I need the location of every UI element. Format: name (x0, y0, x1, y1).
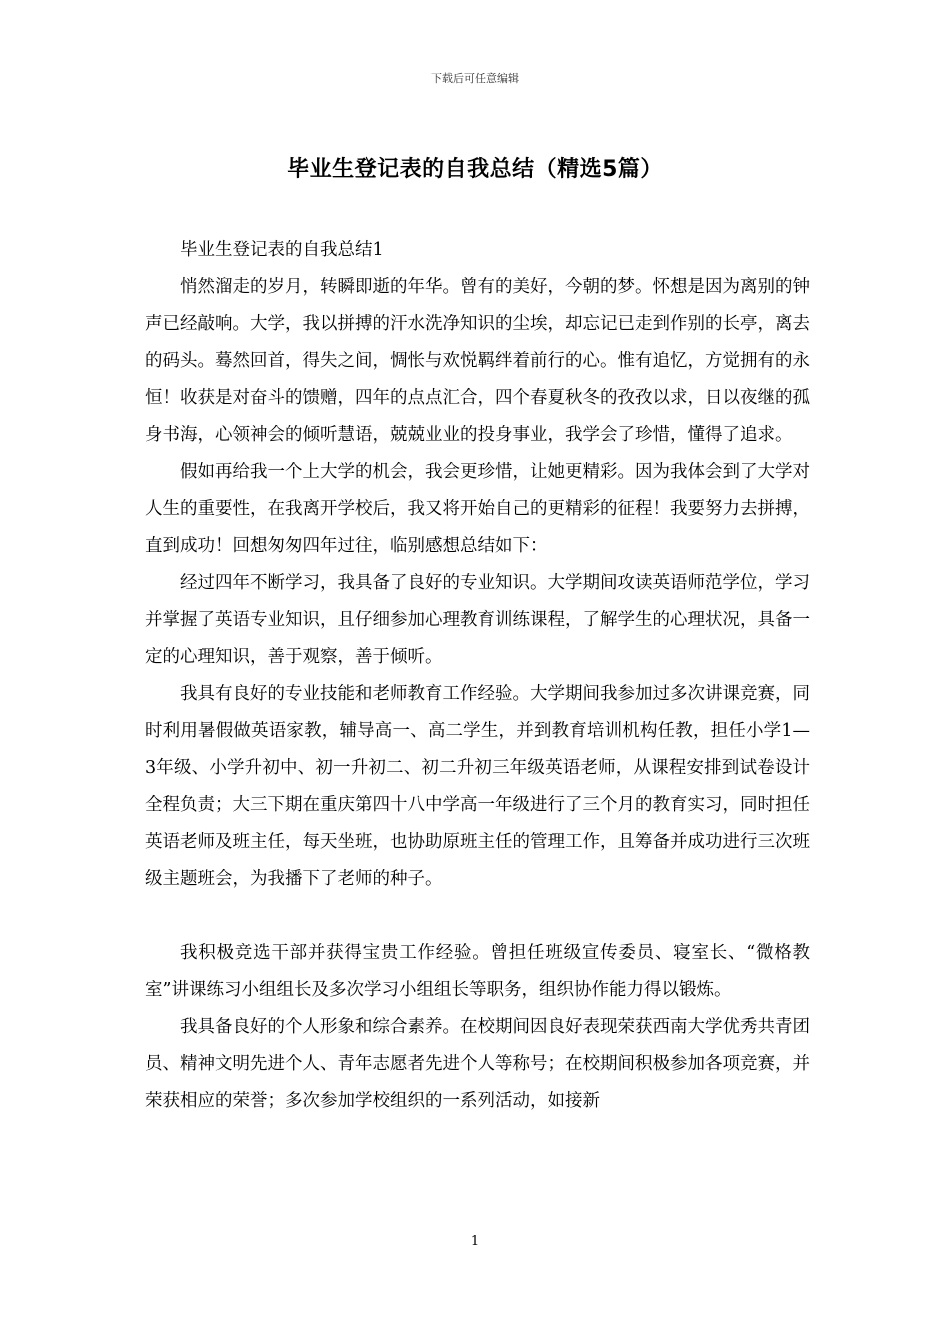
document-body (145, 232, 810, 1120)
paragraph: 我积极竞选干部并获得宝贵工作经验。曾担任班级宣传委员、寝室长、“微格教室”讲课练习小组组长及多次学习小组组长等职务，组织协作能力得以锻炼。 (145, 943, 810, 1000)
paragraph: 悄然溜走的岁月，转瞬即逝的年华。曾有的美好，今朝的梦。怀想是因为离别的钟声已经敲响。大学，我以拼搏的汗水洗净知识的尘埃，却忘记已走到作别的长亭，离去的码头。蓦然回首，得失之间，惆怅与欢悦羁绊着前行的心。惟有追忆，方觉拥有的永恒！收获是对奋斗的馈赠，四年的点点汇合，四个春夏秋冬的孜孜以求，日以夜继的孤身书海，心领神会的倾听慧语，兢兢业业的投身事业，我学会了珍惜，懂得了追求。 (145, 277, 810, 445)
document-title: 毕业生登记表的自我总结（精选5篇） (287, 157, 663, 182)
paragraph: 我具备良好的个人形象和综合素养。在校期间因良好表现荣获西南大学优秀共青团员、精神文明先进个人、青年志愿者先进个人等称号；在校期间积极参加各项竞赛，并荣获相应的荣誉；多次参加学校组织的一系列活动，如接新 (145, 1017, 810, 1111)
paragraph: 我具有良好的专业技能和老师教育工作经验。大学期间我参加过多次讲课竞赛，同时利用暑假做英语家教，辅导高一、高二学生，并到教育培训机构任教，担任小学1—3年级、小学升初中、初一升初二、初二升初三年级英语老师，从课程安排到试卷设计全程负责；大三下期在重庆第四十八中学高一年级进行了三个月的教育实习，同时担任英语老师及班主任，每天坐班，也协助原班主任的管理工作，且筹备并成功进行三次班级主题班会，为我播下了老师的种子。 (145, 684, 810, 889)
paragraph: 经过四年不断学习，我具备了良好的专业知识。大学期间攻读英语师范学位，学习并掌握了英语专业知识，且仔细参加心理教育训练课程，了解学生的心理状况，具备一定的心理知识，善于观察，善于倾听。 (145, 573, 810, 667)
page-number: 1 (470, 1234, 480, 1249)
paragraph: 假如再给我一个上大学的机会，我会更珍惜，让她更精彩。因为我体会到了大学对人生的重要性，在我离开学校后，我又将开始自己的更精彩的征程！我要努力去拼搏，直到成功！回想匆匆四年过往，临别感想总结如下： (145, 462, 810, 556)
header-note: 下载后可任意编辑 (431, 72, 519, 85)
section-heading: 毕业生登记表的自我总结1 (180, 240, 384, 260)
